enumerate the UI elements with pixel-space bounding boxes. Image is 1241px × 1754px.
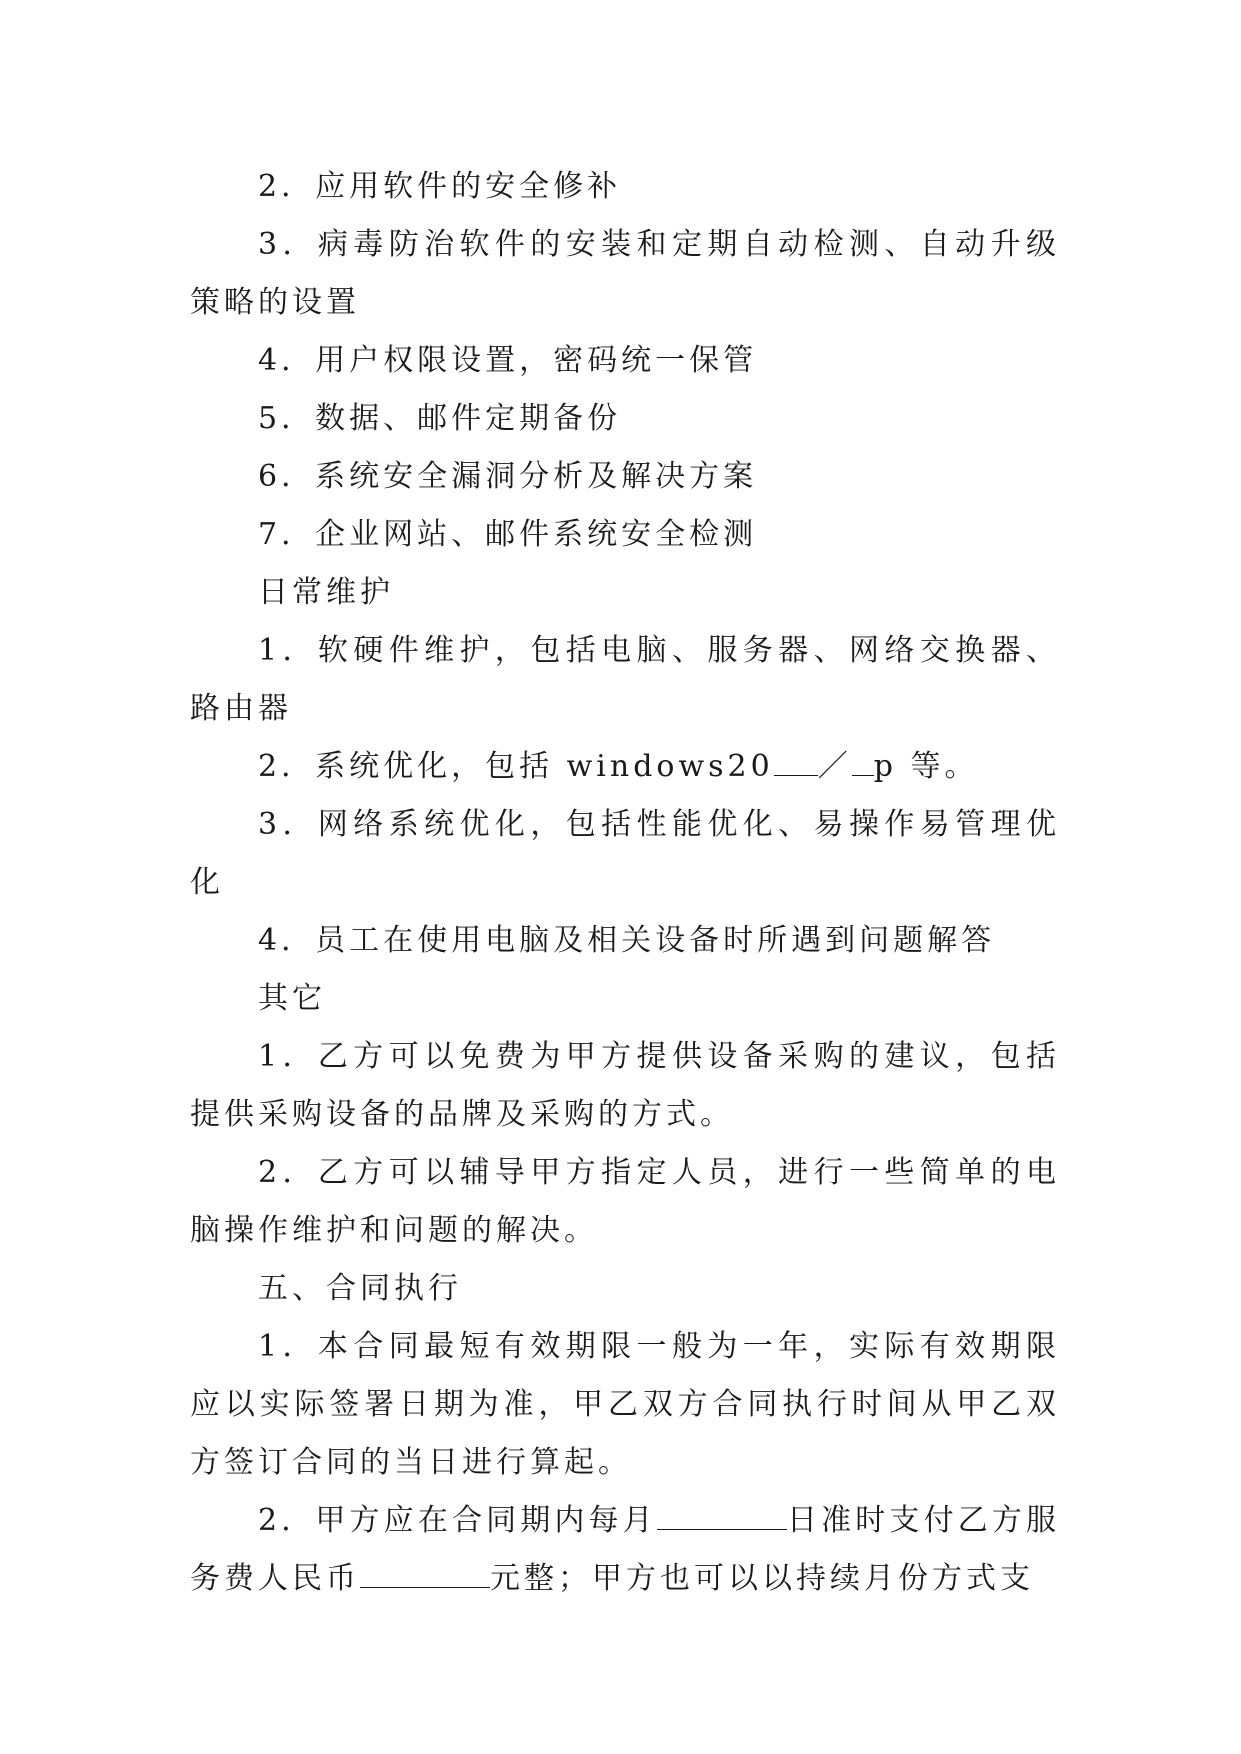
section-heading-other: 其它 <box>258 981 326 1016</box>
item-site-check: 7．企业网站、邮件系统安全检测 <box>258 517 758 552</box>
item-user-permissions: 4．用户权限设置，密码统一保管 <box>258 343 758 378</box>
item-system-optimization <box>190 738 1060 796</box>
sys-opt-suffix: p 等。 <box>873 749 979 784</box>
sys-opt-prefix: 2．系统优化，包括 windows20 <box>258 749 774 784</box>
item-vulnerability: 6．系统安全漏洞分析及解决方案 <box>258 459 758 494</box>
payment-part1: 2．甲方应在合同期内每月 <box>258 1503 657 1538</box>
amount-blank-field <box>360 1557 490 1588</box>
item-backup: 5．数据、邮件定期备份 <box>258 401 622 436</box>
item-contract-term: 1．本合同最短有效期限一般为一年，实际有效期限应以实际签署日期为准，甲乙双方合同执行时间从甲乙双方签订合同的当日进行算起。 <box>190 1329 1060 1480</box>
item-payment <box>190 1492 1060 1608</box>
item-network-optimization: 3．网络系统优化，包括性能优化、易操作易管理优化 <box>190 807 1060 900</box>
document-body <box>190 158 1060 1608</box>
item-procurement: 1．乙方可以免费为甲方提供设备采购的建议，包括提供采购设备的品牌及采购的方式。 <box>190 1039 1060 1132</box>
blank-field <box>774 745 818 776</box>
item-employee-support: 4．员工在使用电脑及相关设备时所遇到问题解答 <box>258 923 996 958</box>
sys-opt-mid: ／ <box>817 749 852 784</box>
item-antivirus: 3．病毒防治软件的安装和定期自动检测、自动升级策略的设置 <box>190 227 1060 320</box>
payment-part3: 元整；甲方也可以以持续月份方式支 <box>490 1561 1034 1596</box>
item-hardware: 1．软硬件维护，包括电脑、服务器、网络交换器、路由器 <box>190 633 1060 726</box>
blank-field <box>852 745 874 776</box>
item-app-patch: 2．应用软件的安全修补 <box>258 169 622 204</box>
section-heading-contract: 五、合同执行 <box>258 1271 462 1306</box>
day-blank-field <box>657 1499 787 1530</box>
payment-part2: 日准时支付乙方服务费人民币 <box>190 1503 1061 1596</box>
item-training: 2．乙方可以辅导甲方指定人员，进行一些简单的电脑操作维护和问题的解决。 <box>190 1155 1060 1248</box>
section-heading-daily: 日常维护 <box>258 575 394 610</box>
